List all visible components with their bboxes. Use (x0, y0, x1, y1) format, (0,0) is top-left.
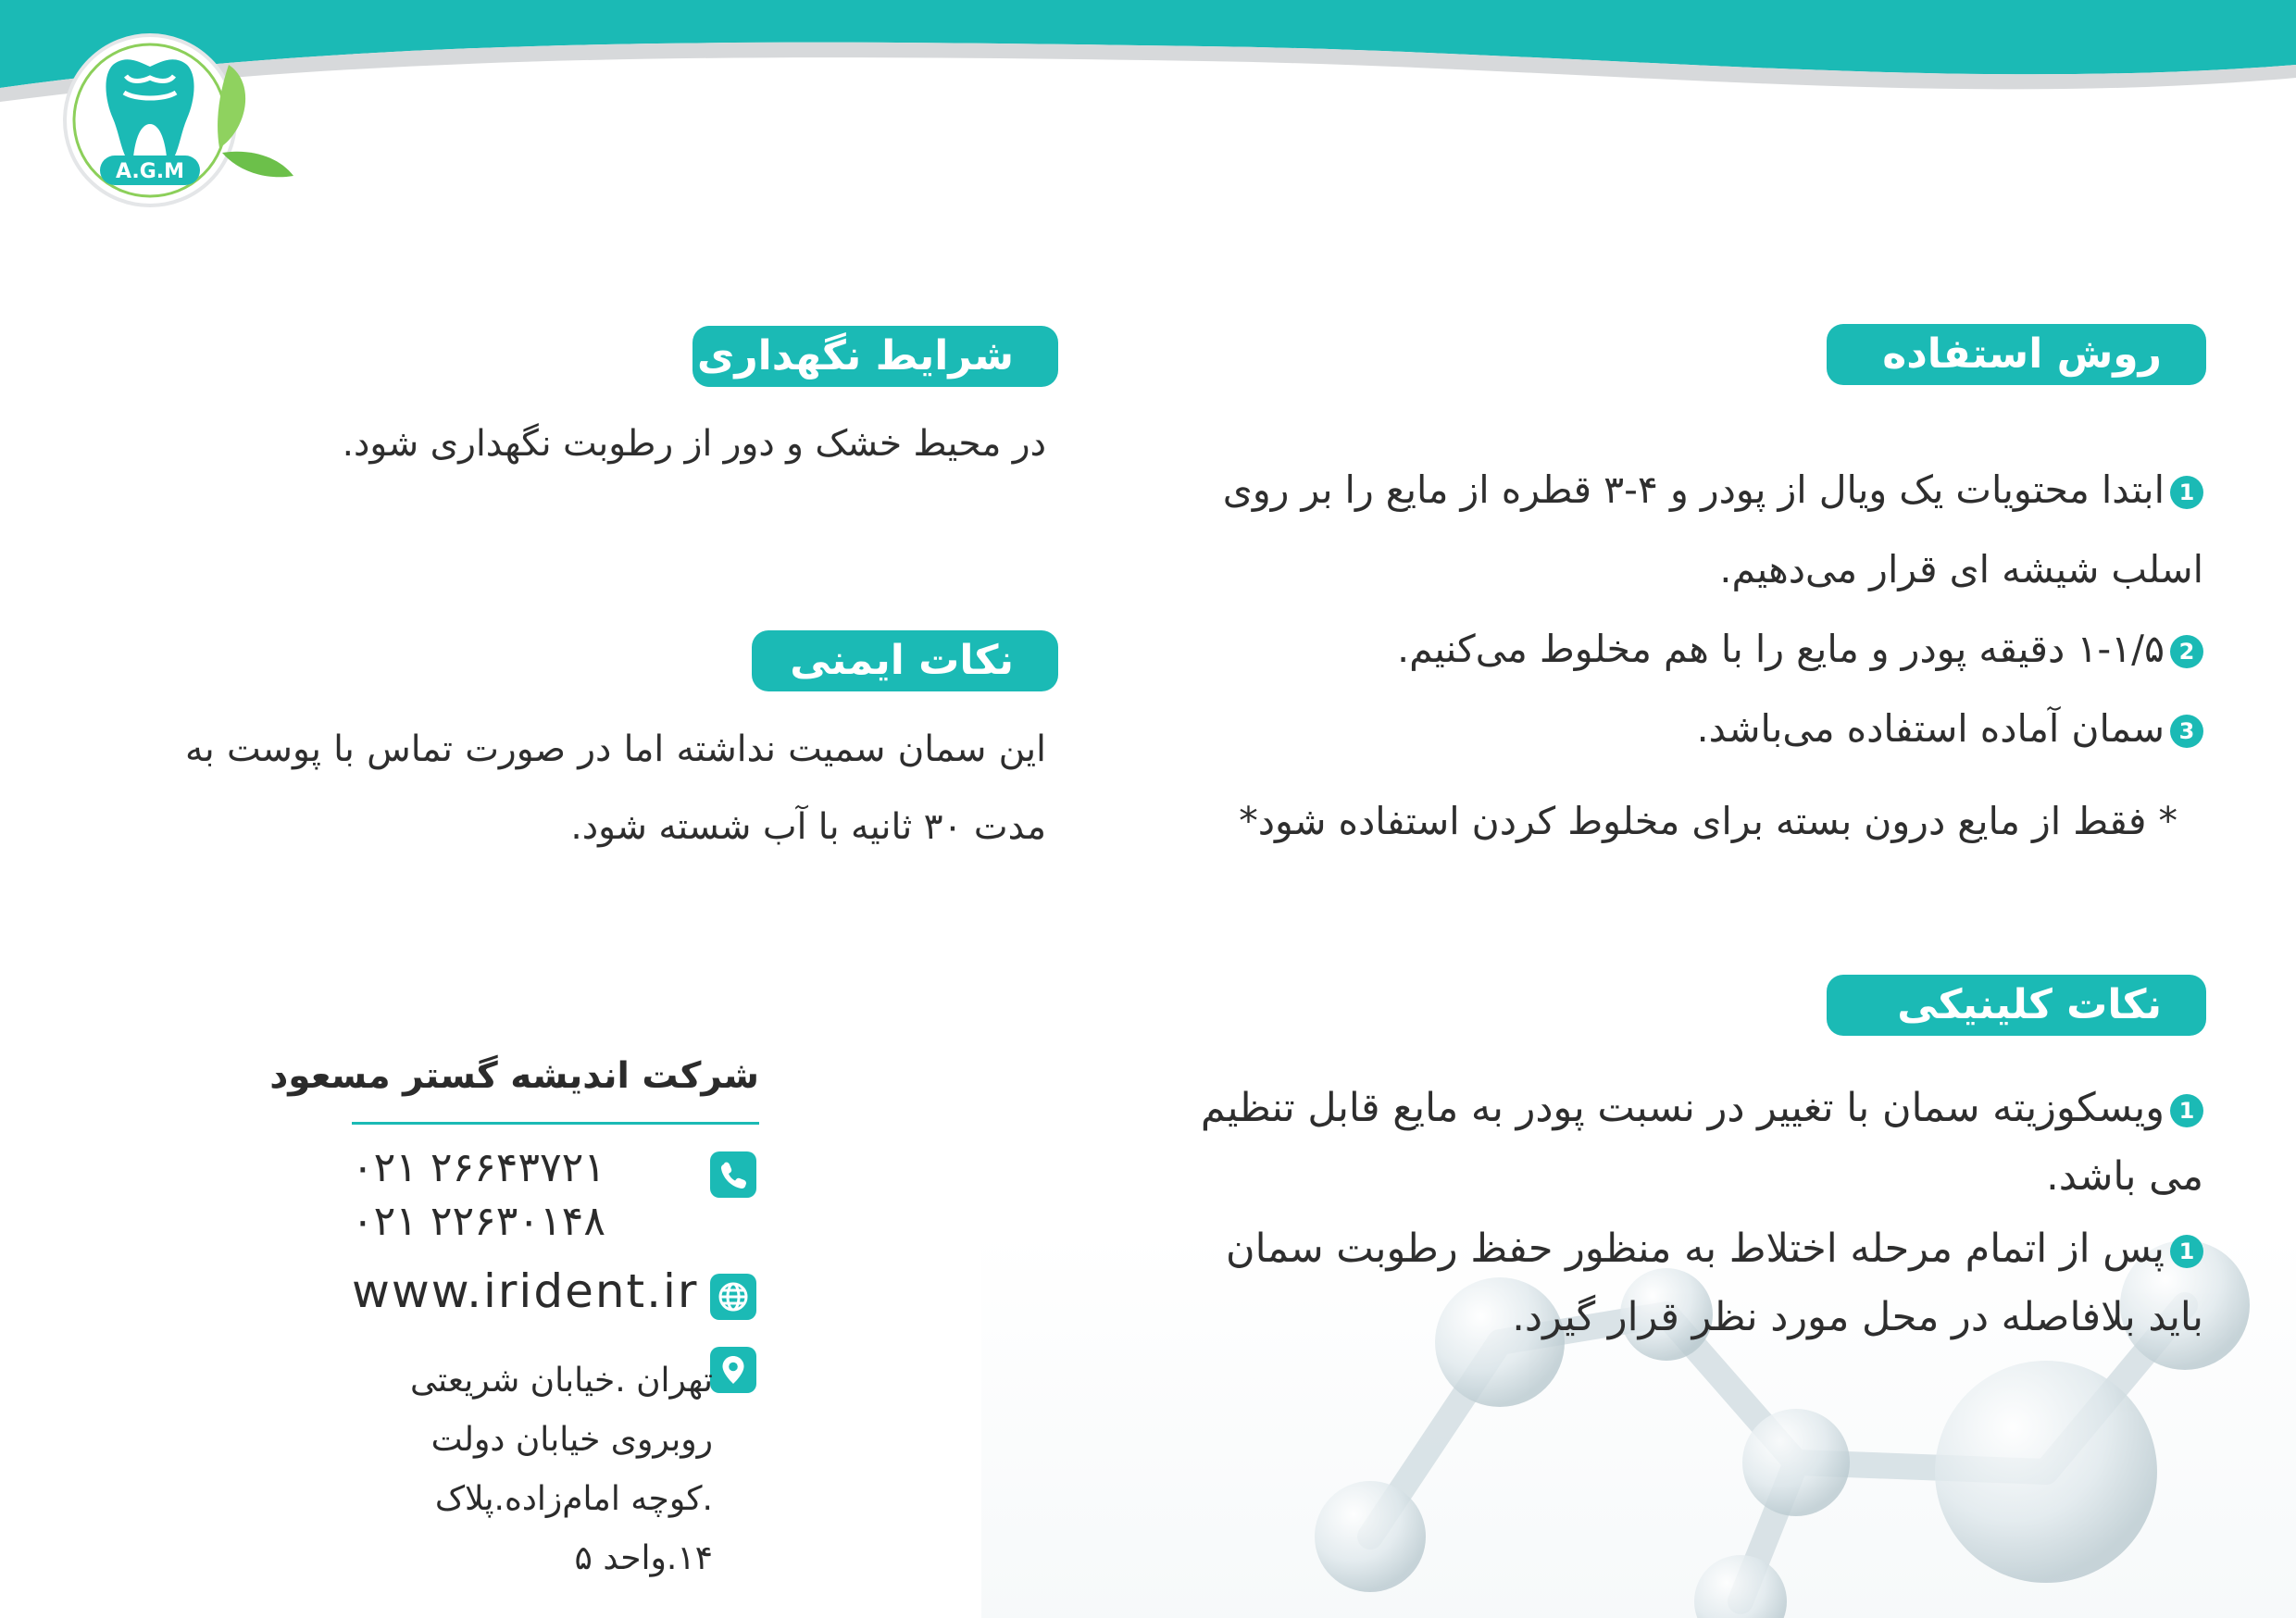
company-divider (352, 1122, 759, 1125)
safety-text: این سمان سمیت نداشته اما در صورت تماس با پوست به مدت ۳۰ ثانیه با آب شسته شود. (185, 728, 1046, 848)
header-wave (0, 0, 2296, 130)
company-logo (57, 28, 307, 213)
clinical-title: نکات کلینیکی (1827, 975, 2206, 1036)
location-pin-icon (710, 1347, 756, 1393)
clinical-item-1 (1176, 1074, 2203, 1211)
step-number-badge: 1 (2170, 476, 2203, 509)
item-number-badge: 1 (2170, 1235, 2203, 1268)
globe-icon (710, 1274, 756, 1320)
usage-step-2 (1194, 616, 2203, 681)
usage-title: روش استفاده (1827, 324, 2206, 385)
clinical-item-2-text: پس از اتمام مرحله اختلاط به منظور حفظ رطوبت سمان باید بلافاصله در محل مورد نظر قرار گیرد. (1226, 1226, 2203, 1340)
logo-text: A.G.M (115, 160, 185, 183)
item-number-badge: 1 (2170, 1094, 2203, 1127)
usage-step-3 (1194, 696, 2203, 761)
usage-step-2-text: ۱-۱/۵ دقیقه پودر و مایع را با هم مخلوط می‌کنیم. (1397, 627, 2165, 671)
address-text: تهران .خیابان شریعتی روبروی خیابان دولت .کوچه امام‌زاده.پلاک ۱۴.واحد ۵ (409, 1362, 713, 1577)
clinical-item-1-text: ویسکوزیته سمان با تغییر در نسبت پودر به مایع قابل تنظیم می باشد. (1200, 1085, 2203, 1200)
clinical-item-2 (1176, 1214, 2203, 1351)
step-number-badge: 2 (2170, 635, 2203, 668)
storage-title: شرایط نگهداری (693, 326, 1058, 387)
phone-icon (710, 1151, 756, 1198)
company-name: شرکت اندیشه گستر مسعود (269, 1055, 759, 1097)
usage-step-3-text: سمان آماده استفاده می‌باشد. (1696, 706, 2165, 751)
phone-number-2: ۰۲۱ ۲۲۶۳۰۱۴۸ (352, 1198, 605, 1245)
step-number-badge: 3 (2170, 715, 2203, 748)
usage-step-1-text: ابتدا محتویات یک ویال از پودر و ۴-۳ قطره از مایع را بر روی اسلب شیشه ای قرار می‌دهیم. (1222, 467, 2203, 591)
website-link[interactable]: www.irident.ir (352, 1264, 699, 1318)
storage-text: در محیط خشک و دور از رطوبت نگهداری شود. (342, 423, 1046, 465)
phone-number-1: ۰۲۱ ۲۶۶۴۳۷۲۱ (352, 1144, 605, 1191)
usage-step-1 (1194, 450, 2203, 609)
usage-note: * فقط از مایع درون بسته برای مخلوط کردن استفاده شود* (1239, 799, 2177, 843)
safety-title: نکات ایمنی (752, 630, 1058, 691)
